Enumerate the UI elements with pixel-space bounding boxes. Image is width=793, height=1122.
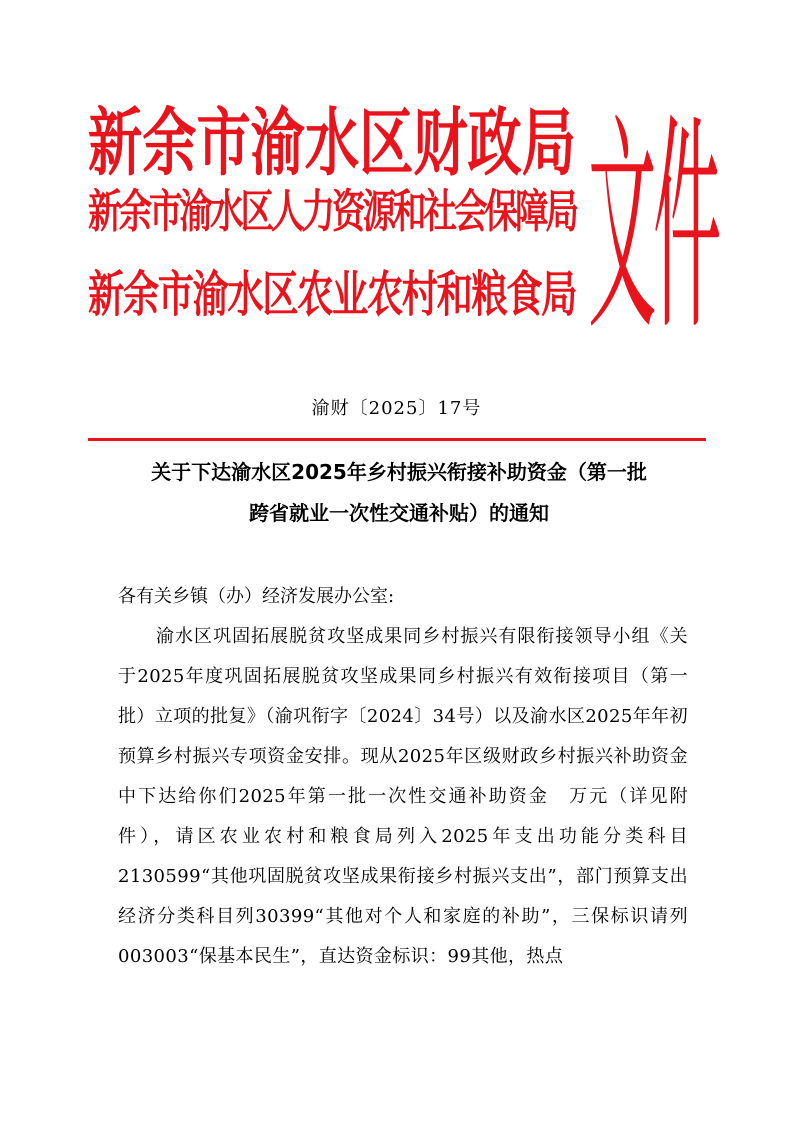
notice-title-line-1: 关于下达渝水区2025年乡村振兴衔接补助资金（第一批 — [151, 460, 647, 484]
body-paragraph: 渝水区巩固拓展脱贫攻坚成果同乡村振兴有限衔接领导小组《关于2025年度巩固拓展脱贫攻坚成果同乡村振兴有效衔接项目（第一批）立项的批复》（渝巩衔字〔2024〕34号）以及渝水区2025年年初预算乡村振兴专项资金安排。现从2025年区级财政乡村振兴补助资金中下达给你们2025年第一批一次性交通补助资金 万元（详见附件），请区农业农村和粮食局列入2025年支出功能分类科目2130599“其他巩固脱贫攻坚成果衔接乡村振兴支出”，部门预算支出经济分类科目列30399“其他对个人和家庭的补助”，三保标识请列003003“保基本民生”，直达资金标识：99其他，热点 — [118, 626, 688, 967]
document-type-label: 文件 — [588, 92, 719, 362]
notice-title-line-2: 跨省就业一次性交通补贴）的通知 — [249, 501, 549, 525]
salutation: 各有关乡镇（办）经济发展办公室: — [118, 586, 395, 607]
document-number: 渝财〔2025〕17号 — [311, 398, 482, 419]
issuer-agriculture-bureau: 新余市渝水区农业农村和粮食局 — [88, 266, 576, 323]
red-header — [80, 92, 730, 362]
issuer-finance-bureau: 新余市渝水区财政局 — [88, 99, 577, 186]
red-divider — [88, 438, 706, 441]
issuer-hr-social-security-bureau: 新余市渝水区人力资源和社会保障局 — [88, 185, 576, 239]
